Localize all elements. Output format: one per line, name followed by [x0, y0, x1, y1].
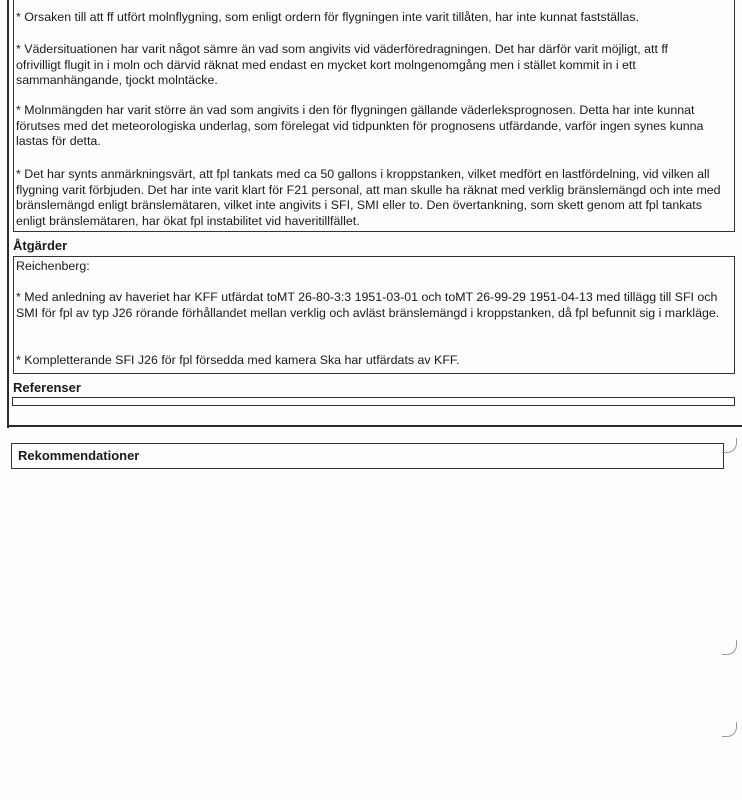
cause-paragraph-1: * Orsaken till att ff utfört molnflygning, som enligt ordern för flygningen inte varit tillåten, har inte kunnat fastställas. — [16, 10, 640, 24]
punch-hole-mark-1 — [722, 438, 737, 453]
atgarder-heading: Åtgärder — [13, 238, 68, 253]
rekommendationer-heading: Rekommendationer — [18, 448, 140, 463]
referenser-heading: Referenser — [13, 380, 81, 395]
atgarder-item-2: * Kompletterande SFI J26 för fpl försedda med kamera Ska har utfärdats av KFF. — [16, 353, 460, 367]
cause-paragraph-3: * Molnmängden har varit större än vad som angivits i den för flygningen gällande väderleksprognosen. Detta har inte kunnat förutses med det meteorologiska underlag, som förelegat vid tidpunkten för prognosens utfärdande, varför ingen synes kunna lastas för detta. — [16, 103, 704, 148]
referenser-box — [12, 397, 735, 406]
report-frame-left — [7, 0, 9, 428]
punch-hole-mark-2 — [722, 640, 737, 655]
punch-hole-mark-3 — [722, 722, 737, 737]
report-frame-bottom — [7, 425, 742, 427]
cause-paragraph-2: * Vädersituationen har varit något sämre än vad som angivits vid väderföredragningen. Det har därför varit möjligt, att ff ofrivilligt flugit in i moln och därvid räknat med endast en mycket kort molngenomgång men i stället kommit in i ett sammanhängande, tjockt molntäcke. — [16, 42, 668, 87]
atgarder-author: Reichenberg: — [16, 259, 90, 273]
atgarder-item-1: * Med anledning av haveriet har KFF utfärdat toMT 26-80-3:3 1951-03-01 och toMT 26-99-29 1951-04-13 med tillägg till SFI och SMI för fpl av typ J26 rörande förhållandet mellan verklig och avläst bränslemängd i kroppstanken, då fpl befunnit sig i markläge. — [16, 290, 720, 320]
cause-paragraph-4: * Det har synts anmärkningsvärt, att fpl tankats med ca 50 gallons i kroppstanken, vilket medfört en lastfördelning, vid vilken all flygning varit förbjuden. Det har inte varit klart för F21 personal, att man skulle ha räknat med verklig bränslemängd och inte med bränslemängd enligt bränslemätaren, vilket inte angivits i SFI, SMI eller to. Den övertankning, som skett genom att fpl tankats enligt bränslemätaren, har ökat fpl instabilitet vid haveritillfället. — [16, 167, 721, 228]
